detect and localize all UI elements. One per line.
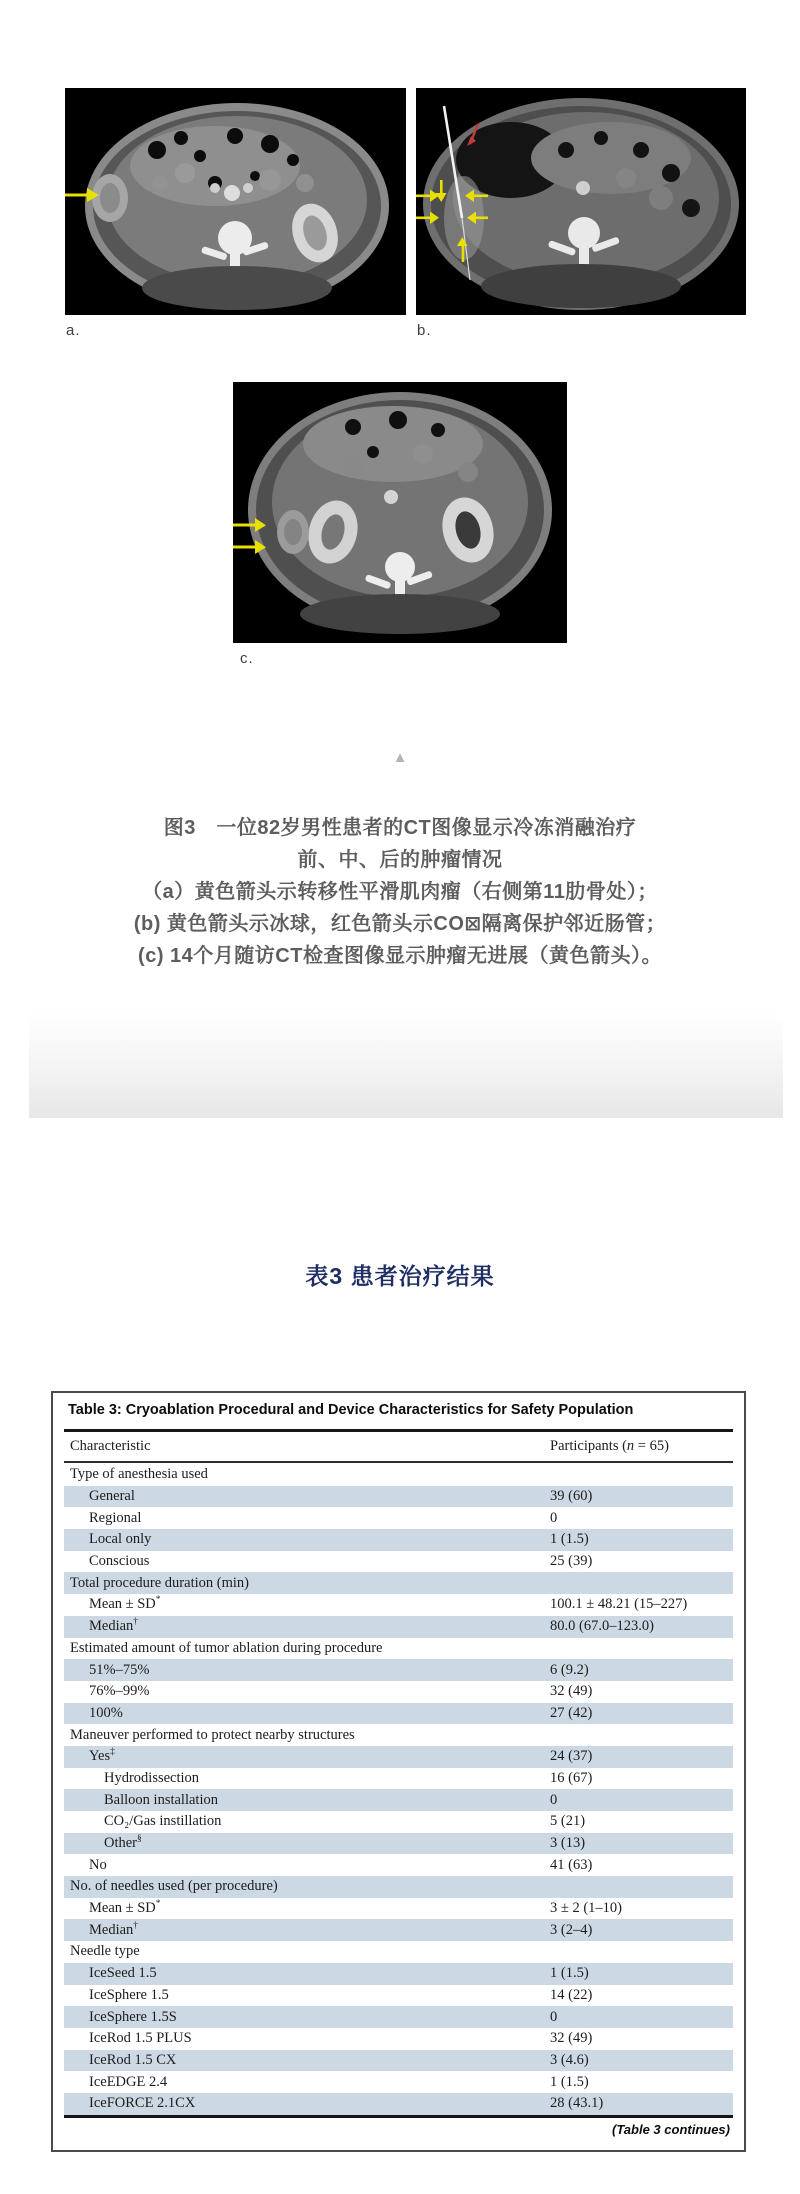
header-participants [550, 1438, 669, 1455]
row-label: Local only [89, 1531, 152, 1548]
table-rows [64, 1464, 733, 2115]
table-row [64, 1507, 733, 1529]
ct-image-b[interactable] [416, 88, 746, 315]
ct-image-a[interactable] [65, 88, 406, 315]
participants-suffix: = 65) [634, 1438, 669, 1454]
table-row [64, 1703, 733, 1725]
row-value: 3 (13) [550, 1835, 586, 1852]
row-label: CO₂/Gas instillation [104, 1813, 222, 1830]
table-title: Table 3: Cryoablation Procedural and Device Characteristics for Safety Population [68, 1402, 634, 1418]
table-row [64, 2050, 733, 2072]
row-label: Mean ± SD* [89, 1899, 161, 1917]
row-label: IceEDGE 2.4 [89, 2073, 168, 2090]
row-value: 3 ± 2 (1–10) [550, 1900, 622, 1917]
table-3 [51, 1391, 746, 2152]
row-value: 41 (63) [550, 1856, 593, 1873]
row-label: Median† [89, 1617, 139, 1635]
table-row [64, 1746, 733, 1768]
table-row [64, 1724, 733, 1746]
row-value: 3 (2–4) [550, 1921, 593, 1938]
caption-line: 图3 一位82岁男性患者的CT图像显示冷冻消融治疗 [163, 817, 637, 839]
table-row [64, 2093, 733, 2115]
row-label: IceSphere 1.5 [89, 1986, 169, 2003]
header-rule [64, 1461, 733, 1463]
row-label: No [89, 1856, 107, 1873]
row-value: 32 (49) [550, 2030, 593, 2047]
row-value: 32 (49) [550, 1683, 593, 1700]
row-label: IceFORCE 2.1CX [89, 2095, 196, 2112]
row-value: 80.0 (67.0–123.0) [550, 1618, 654, 1635]
row-label: IceRod 1.5 CX [89, 2051, 177, 2068]
row-value: 5 (21) [550, 1813, 586, 1830]
row-label: IceRod 1.5 PLUS [89, 2030, 192, 2047]
row-value: 1 (1.5) [550, 2073, 589, 2090]
row-value: 25 (39) [550, 1553, 593, 1570]
table-row [64, 1768, 733, 1790]
ct-image-c[interactable] [233, 382, 567, 643]
row-value: 27 (42) [550, 1704, 593, 1721]
row-value: 0 [550, 1509, 558, 1526]
row-label: Yes‡ [89, 1747, 115, 1765]
table-continues-note: (Table 3 continues) [612, 2122, 730, 2137]
row-label: Needle type [70, 1943, 140, 1960]
table-row [64, 1941, 733, 1963]
header-characteristic: Characteristic [70, 1438, 151, 1454]
table-row [64, 1529, 733, 1551]
bottom-rule [64, 2115, 733, 2118]
ct-scan-a-graphic [65, 88, 406, 315]
panel-label-a: a. [66, 322, 81, 339]
table-row [64, 2006, 733, 2028]
table-row [64, 1659, 733, 1681]
table-row [64, 2028, 733, 2050]
table-row [64, 1898, 733, 1920]
panel-label-b: b. [417, 322, 432, 339]
row-label: IceSeed 1.5 [89, 1965, 157, 1982]
caption-line: 前、中、后的肿瘤情况 [297, 849, 503, 871]
table-row [64, 1616, 733, 1638]
caption-line: (b) 黄色箭头示冰球，红色箭头示CO⊠隔离保护邻近肠管； [133, 913, 667, 935]
table-row [64, 1876, 733, 1898]
ct-scan-c-graphic [233, 382, 567, 643]
row-label: Conscious [89, 1553, 150, 1570]
card-bottom-shadow [29, 1012, 783, 1118]
table-row [64, 1985, 733, 2007]
table-row [64, 1572, 733, 1594]
caption-line: （a）黄色箭头示转移性平滑肌肉瘤（右侧第11肋骨处）； [142, 881, 658, 903]
table-row [64, 1811, 733, 1833]
row-label: No. of needles used (per procedure) [70, 1878, 278, 1895]
row-value: 0 [550, 2008, 558, 2025]
figure-caption [0, 812, 800, 972]
caption-line: (c) 14个月随访CT检查图像显示肿瘤无进展（黄色箭头）。 [138, 945, 662, 967]
table-row [64, 1854, 733, 1876]
row-value: 28 (43.1) [550, 2095, 604, 2112]
table-row [64, 2071, 733, 2093]
table-row [64, 1681, 733, 1703]
row-label: Hydrodissection [104, 1769, 200, 1786]
participants-prefix: Participants ( [550, 1438, 627, 1454]
row-value: 16 (67) [550, 1769, 593, 1786]
row-label: Mean ± SD* [89, 1595, 161, 1613]
table-row [64, 1789, 733, 1811]
row-label: Regional [89, 1509, 142, 1526]
row-value: 3 (4.6) [550, 2051, 589, 2068]
table-row [64, 1464, 733, 1486]
row-label: Total procedure duration (min) [70, 1574, 249, 1591]
table-row [64, 1963, 733, 1985]
table-row [64, 1486, 733, 1508]
row-label: Estimated amount of tumor ablation during procedure [70, 1639, 383, 1656]
row-value: 24 (37) [550, 1748, 593, 1765]
row-value: 14 (22) [550, 1986, 593, 2003]
table-row [64, 1833, 733, 1855]
row-label: Maneuver performed to protect nearby structures [70, 1726, 355, 1743]
collapse-triangle-icon[interactable]: ▲ [392, 749, 408, 766]
table-row [64, 1919, 733, 1941]
row-label: Median† [89, 1920, 139, 1938]
table-header [64, 1436, 733, 1456]
row-label: Other§ [104, 1834, 142, 1852]
table-row [64, 1594, 733, 1616]
row-label: IceSphere 1.5S [89, 2008, 177, 2025]
row-label: 51%–75% [89, 1661, 150, 1678]
title-rule [64, 1429, 733, 1432]
row-value: 1 (1.5) [550, 1965, 589, 1982]
row-value: 100.1 ± 48.21 (15–227) [550, 1596, 688, 1613]
row-value: 39 (60) [550, 1488, 593, 1505]
row-label: 76%–99% [89, 1683, 150, 1700]
panel-label-c: c. [240, 650, 254, 667]
ct-scan-b-graphic [416, 88, 746, 315]
participants-n: n [626, 1438, 635, 1454]
table-row [64, 1551, 733, 1573]
table-section-heading: 表3 患者治疗结果 [305, 1263, 495, 1289]
table-row [64, 1638, 733, 1660]
row-label: General [89, 1488, 135, 1505]
row-value: 6 (9.2) [550, 1661, 589, 1678]
row-value: 0 [550, 1791, 558, 1808]
row-value: 1 (1.5) [550, 1531, 589, 1548]
row-label: Balloon installation [104, 1791, 218, 1808]
row-label: 100% [89, 1704, 123, 1721]
row-label: Type of anesthesia used [70, 1466, 208, 1483]
